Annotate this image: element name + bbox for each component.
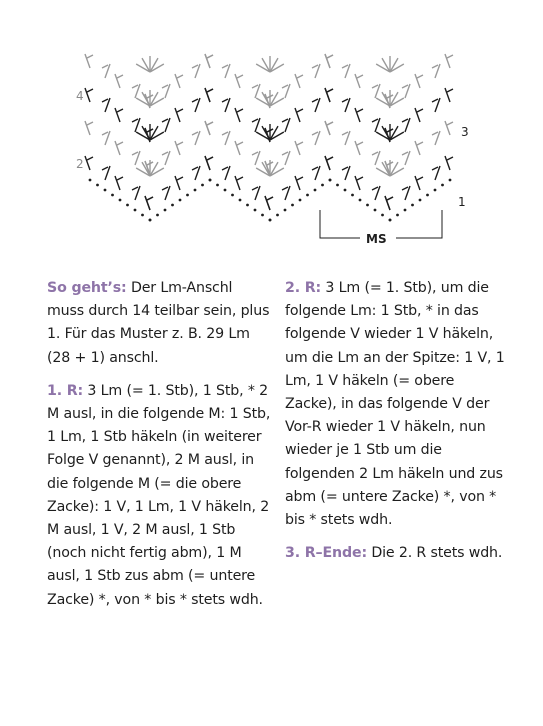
double-crochet-bar — [162, 152, 168, 155]
row2-paragraph — [285, 277, 510, 532]
double-crochet-bar — [87, 89, 93, 92]
row1-label: 1. R: — [47, 382, 84, 399]
chain-stitch — [254, 209, 257, 212]
double-crochet-bar — [417, 75, 423, 78]
double-crochet-bar — [162, 119, 168, 122]
double-crochet-bar — [327, 122, 333, 125]
double-crochet-bar — [267, 197, 273, 200]
chain-stitch — [179, 199, 182, 202]
double-crochet-bar — [447, 122, 453, 125]
double-crochet-bar — [207, 89, 213, 92]
instructions-left-column — [47, 277, 272, 622]
double-crochet-bar — [342, 132, 348, 135]
double-crochet-bar — [357, 109, 363, 112]
double-crochet-bar — [402, 85, 408, 88]
chain-stitch — [194, 189, 197, 192]
chain-stitch — [164, 209, 167, 212]
double-crochet-bar — [222, 132, 228, 135]
double-crochet-bar — [417, 142, 423, 145]
double-crochet-bar — [192, 132, 198, 135]
double-crochet-bar — [342, 65, 348, 68]
chain-stitch — [134, 209, 137, 212]
chain-stitch — [389, 219, 392, 222]
intro-text: Der Lm-Anschl muss durch 14 teilbar sein, plus 1. Für das Muster z. B. 29 Lm (28 + 1) anschl. — [47, 280, 270, 366]
chain-stitch — [96, 184, 99, 187]
chain-stitch — [299, 199, 302, 202]
double-crochet-bar — [252, 85, 258, 88]
chain-stitch — [336, 184, 339, 187]
chain-stitch — [359, 199, 362, 202]
double-crochet-bar — [252, 187, 258, 190]
chain-stitch — [239, 199, 242, 202]
row2-label: 2. R: — [285, 280, 322, 296]
double-crochet-bar — [432, 132, 438, 135]
instructions-right-column — [285, 277, 510, 575]
double-crochet-bar — [282, 152, 288, 155]
double-crochet-bar — [102, 132, 108, 135]
chain-stitch — [306, 194, 309, 197]
double-crochet-bar — [312, 132, 318, 135]
double-crochet-bar — [237, 75, 243, 78]
double-crochet-bar — [282, 119, 288, 122]
chain-stitch — [261, 214, 264, 217]
double-crochet-bar — [132, 85, 138, 88]
double-crochet-bar — [252, 119, 258, 122]
chain-stitch — [396, 214, 399, 217]
chain-stitch — [434, 189, 437, 192]
double-crochet-bar — [312, 167, 318, 170]
chain-stitch — [449, 179, 452, 182]
double-crochet-bar — [342, 99, 348, 102]
double-crochet-bar — [297, 142, 303, 145]
double-crochet-bar — [177, 177, 183, 180]
double-crochet-bar — [117, 142, 123, 145]
chain-stitch — [321, 184, 324, 187]
double-crochet-bar — [87, 157, 93, 160]
chain-stitch — [269, 219, 272, 222]
chain-stitch — [276, 214, 279, 217]
row-number-2: 2 — [76, 157, 84, 171]
double-crochet-bar — [297, 177, 303, 180]
double-crochet-bar — [192, 65, 198, 68]
double-crochet-bar — [432, 65, 438, 68]
double-crochet-bar — [402, 152, 408, 155]
double-crochet-bar — [342, 167, 348, 170]
row3-label: 3. R–Ende: — [285, 545, 367, 562]
double-crochet-bar — [207, 122, 213, 125]
double-crochet-bar — [432, 99, 438, 102]
double-crochet-bar — [357, 75, 363, 78]
chain-stitch — [314, 189, 317, 192]
double-crochet-bar — [447, 157, 453, 160]
chain-stitch — [366, 204, 369, 207]
double-crochet-bar — [252, 152, 258, 155]
crochet-chart-drawing — [70, 40, 480, 260]
double-crochet-bar — [417, 177, 423, 180]
double-crochet-bar — [147, 197, 153, 200]
double-crochet-bar — [282, 85, 288, 88]
row1-text: 3 Lm (= 1. Stb), 1 Stb, * 2 M ausl, in die folgende M: 1 Stb, 1 Lm, 1 Stb häkeln (in weiterer Folge V genannt), 2 M ausl, in die folgende M (= die obere Zacke): 1 V, 1 Lm, 1 V häkeln, 2 M ausl, 1 V, 2 M ausl, 1 Stb (noch nicht fertig abm), 1 M ausl, 1 Stb zus abm (= untere Zacke) *, von * bis * stets wdh. — [47, 382, 271, 608]
row-number-3: 3 — [461, 125, 469, 139]
repeat-label: MS — [366, 232, 387, 246]
double-crochet-bar — [372, 187, 378, 190]
double-crochet-bar — [312, 99, 318, 102]
chain-stitch — [201, 184, 204, 187]
chain-stitch — [374, 209, 377, 212]
chain-stitch — [119, 199, 122, 202]
double-crochet-bar — [87, 122, 93, 125]
double-crochet-bar — [327, 55, 333, 58]
chain-stitch — [171, 204, 174, 207]
chain-stitch — [426, 194, 429, 197]
double-crochet-bar — [372, 119, 378, 122]
chain-stitch — [284, 209, 287, 212]
intro-label: So geht’s: — [47, 280, 127, 296]
double-crochet-bar — [222, 167, 228, 170]
double-crochet-bar — [117, 109, 123, 112]
chain-stitch — [126, 204, 129, 207]
double-crochet-bar — [447, 55, 453, 58]
double-crochet-bar — [357, 177, 363, 180]
chain-stitch — [209, 179, 212, 182]
double-crochet-bar — [192, 99, 198, 102]
chain-stitch — [186, 194, 189, 197]
chain-stitch — [141, 214, 144, 217]
chain-stitch — [104, 189, 107, 192]
double-crochet-bar — [102, 167, 108, 170]
chain-stitch — [89, 179, 92, 182]
double-crochet-bar — [237, 177, 243, 180]
row-number-1: 1 — [458, 195, 466, 209]
crochet-chart — [70, 40, 480, 260]
chain-stitch — [404, 209, 407, 212]
double-crochet-bar — [102, 99, 108, 102]
row-number-4: 4 — [76, 89, 84, 103]
double-crochet-bar — [417, 109, 423, 112]
double-crochet-bar — [447, 89, 453, 92]
double-crochet-bar — [162, 85, 168, 88]
double-crochet-bar — [177, 75, 183, 78]
double-crochet-bar — [87, 55, 93, 58]
double-crochet-bar — [327, 157, 333, 160]
chain-stitch — [381, 214, 384, 217]
double-crochet-bar — [207, 55, 213, 58]
chain-stitch — [231, 194, 234, 197]
chain-stitch — [351, 194, 354, 197]
double-crochet-bar — [177, 109, 183, 112]
double-crochet-bar — [282, 187, 288, 190]
chain-stitch — [419, 199, 422, 202]
chain-stitch — [329, 179, 332, 182]
chain-stitch — [111, 194, 114, 197]
chain-stitch — [224, 189, 227, 192]
double-crochet-bar — [117, 75, 123, 78]
double-crochet-bar — [177, 142, 183, 145]
double-crochet-bar — [132, 152, 138, 155]
double-crochet-bar — [312, 65, 318, 68]
row3-text: Die 2. R stets wdh. — [366, 545, 503, 562]
row3-paragraph — [285, 542, 510, 565]
row1-paragraph — [47, 380, 272, 612]
row2-text: 3 Lm (= 1. Stb), um die folgende Lm: 1 Stb, * in das folgende V wieder 1 V häkeln, um die Lm an der Spitze: 1 V, 1 Lm, 1 V häkeln (= obere Zacke), in das folgende V der Vor-R wieder 1 V häkeln, nun wieder je 1 Stb um die folgenden 2 Lm häkeln und zus abm (= untere Zacke) *, von * bis * stets wdh. — [285, 280, 505, 529]
double-crochet-bar — [102, 65, 108, 68]
chain-stitch — [216, 184, 219, 187]
double-crochet-bar — [402, 187, 408, 190]
double-crochet-bar — [132, 187, 138, 190]
double-crochet-bar — [117, 177, 123, 180]
chain-stitch — [246, 204, 249, 207]
double-crochet-bar — [297, 109, 303, 112]
double-crochet-bar — [207, 157, 213, 160]
double-crochet-bar — [387, 197, 393, 200]
chain-stitch — [149, 219, 152, 222]
intro-paragraph — [47, 277, 272, 370]
chain-stitch — [411, 204, 414, 207]
chain-stitch — [441, 184, 444, 187]
double-crochet-bar — [372, 85, 378, 88]
double-crochet-bar — [402, 119, 408, 122]
chain-stitch — [291, 204, 294, 207]
double-crochet-bar — [132, 119, 138, 122]
double-crochet-bar — [432, 167, 438, 170]
double-crochet-bar — [297, 75, 303, 78]
double-crochet-bar — [357, 142, 363, 145]
double-crochet-bar — [372, 152, 378, 155]
double-crochet-bar — [222, 99, 228, 102]
double-crochet-bar — [162, 187, 168, 190]
double-crochet-bar — [237, 109, 243, 112]
double-crochet-bar — [237, 142, 243, 145]
chain-stitch — [156, 214, 159, 217]
double-crochet-bar — [327, 89, 333, 92]
double-crochet-bar — [222, 65, 228, 68]
double-crochet-bar — [192, 167, 198, 170]
chain-stitch — [344, 189, 347, 192]
